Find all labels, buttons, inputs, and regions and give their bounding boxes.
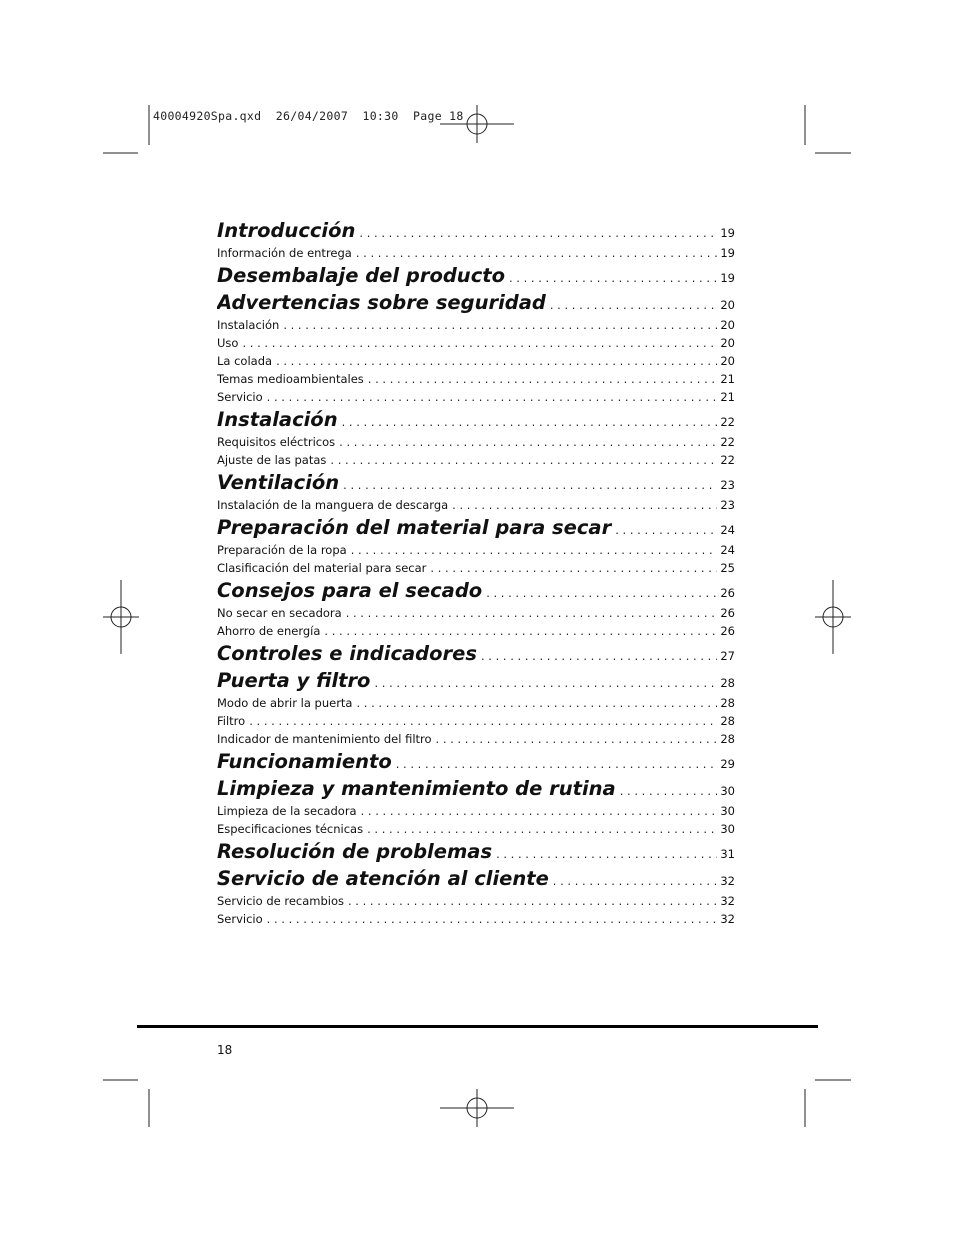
toc-section-title: Servicio de atención al cliente (217, 867, 549, 890)
dot-leader (267, 390, 718, 404)
toc-page-number: 25 (720, 561, 735, 575)
toc-page-number: 23 (720, 478, 735, 492)
toc-subsection-entry[interactable] (217, 246, 735, 264)
dot-leader (324, 624, 717, 638)
toc-section-title: Advertencias sobre seguridad (217, 291, 546, 314)
toc-subsection-entry[interactable] (217, 543, 735, 561)
toc-subsection-title: Clasificación del material para secar (217, 561, 427, 575)
toc-section-entry[interactable] (217, 642, 735, 669)
dot-leader (343, 478, 717, 492)
toc-page-number: 32 (720, 874, 735, 888)
toc-subsection-title: La colada (217, 354, 273, 368)
toc-subsection-entry[interactable] (217, 354, 735, 372)
toc-section-title: Ventilación (217, 471, 340, 494)
dot-leader (249, 714, 717, 728)
toc-subsection-entry[interactable] (217, 804, 735, 822)
registration-mark-bottom (440, 1089, 514, 1127)
dot-leader (330, 453, 717, 467)
toc-section-entry[interactable] (217, 219, 735, 246)
toc-subsection-entry[interactable] (217, 822, 735, 840)
dot-leader (496, 847, 717, 861)
toc-subsection-entry[interactable] (217, 606, 735, 624)
registration-mark-right (815, 580, 851, 654)
toc-subsection-title: Uso (217, 336, 239, 350)
toc-section-title: Instalación (217, 408, 338, 431)
toc-page-number: 28 (720, 696, 735, 710)
footer-rule (137, 1025, 818, 1028)
dot-leader (356, 696, 717, 710)
toc-section-entry[interactable] (217, 867, 735, 894)
toc-subsection-title: Servicio (217, 390, 263, 404)
toc-section-title: Limpieza y mantenimiento de rutina (217, 777, 616, 800)
toc-subsection-entry[interactable] (217, 912, 735, 930)
toc-page-number: 26 (720, 624, 735, 638)
dot-leader (368, 372, 718, 386)
toc-section-entry[interactable] (217, 471, 735, 498)
dot-leader (242, 336, 717, 350)
toc-subsection-entry[interactable] (217, 624, 735, 642)
dot-leader (481, 649, 717, 663)
toc-subsection-title: Ahorro de energía (217, 624, 321, 638)
toc-section-title: Desembalaje del producto (217, 264, 505, 287)
toc-page-number: 30 (720, 822, 735, 836)
toc-page-number: 28 (720, 732, 735, 746)
toc-section-entry[interactable] (217, 840, 735, 867)
toc-section-title: Controles e indicadores (217, 642, 477, 665)
toc-page-number: 23 (720, 498, 735, 512)
toc-page-number: 20 (720, 354, 735, 368)
registration-mark-left (103, 580, 139, 654)
toc-subsection-entry[interactable] (217, 318, 735, 336)
toc-subsection-title: Información de entrega (217, 246, 352, 260)
dot-leader (348, 894, 717, 908)
toc-subsection-entry[interactable] (217, 696, 735, 714)
toc-subsection-title: Servicio de recambios (217, 894, 344, 908)
dot-leader (339, 435, 717, 449)
toc-subsection-title: Servicio (217, 912, 263, 926)
dot-leader (436, 732, 718, 746)
toc-page-number: 31 (720, 847, 735, 861)
toc-subsection-title: Modo de abrir la puerta (217, 696, 353, 710)
page-number: 18 (217, 1043, 233, 1057)
toc-subsection-title: Instalación de la manguera de descarga (217, 498, 449, 512)
toc-page-number: 22 (720, 453, 735, 467)
toc-page-number: 24 (720, 523, 735, 537)
toc-subsection-entry[interactable] (217, 372, 735, 390)
toc-page-number: 27 (720, 649, 735, 663)
toc-page-number: 30 (720, 804, 735, 818)
toc-subsection-title: No secar en secadora (217, 606, 342, 620)
toc-page-number: 26 (720, 586, 735, 600)
toc-page-number: 26 (720, 606, 735, 620)
toc-subsection-title: Requisitos eléctricos (217, 435, 336, 449)
toc-subsection-entry[interactable] (217, 498, 735, 516)
toc-page-number: 20 (720, 336, 735, 350)
toc-subsection-entry[interactable] (217, 435, 735, 453)
toc-subsection-title: Temas medioambientales (217, 372, 364, 386)
toc-subsection-entry[interactable] (217, 732, 735, 750)
toc-section-entry[interactable] (217, 291, 735, 318)
toc-page-number: 20 (720, 318, 735, 332)
toc-section-entry[interactable] (217, 264, 735, 291)
toc-subsection-title: Limpieza de la secadora (217, 804, 357, 818)
toc-section-title: Funcionamiento (217, 750, 392, 773)
dot-leader (620, 784, 718, 798)
dot-leader (356, 246, 718, 260)
toc-page-number: 30 (720, 784, 735, 798)
toc-subsection-entry[interactable] (217, 894, 735, 912)
toc-subsection-title: Instalación (217, 318, 280, 332)
dot-leader (351, 543, 718, 557)
dot-leader (359, 226, 717, 240)
toc-page-number: 20 (720, 298, 735, 312)
dot-leader (550, 298, 717, 312)
toc-section-entry[interactable] (217, 579, 735, 606)
toc-section-title: Consejos para el secado (217, 579, 483, 602)
toc-section-title: Introducción (217, 219, 356, 242)
toc-subsection-title: Preparación de la ropa (217, 543, 347, 557)
table-of-contents (217, 219, 735, 930)
toc-page-number: 19 (720, 246, 735, 260)
toc-section-entry[interactable] (217, 777, 735, 804)
toc-page-number: 22 (720, 435, 735, 449)
toc-subsection-title: Filtro (217, 714, 246, 728)
toc-subsection-title: Ajuste de las patas (217, 453, 327, 467)
toc-page-number: 19 (720, 226, 735, 240)
toc-page-number: 32 (720, 894, 735, 908)
dot-leader (396, 757, 718, 771)
dot-leader (361, 804, 718, 818)
dot-leader (342, 415, 718, 429)
dot-leader (276, 354, 717, 368)
toc-section-entry[interactable] (217, 516, 735, 543)
toc-page-number: 28 (720, 676, 735, 690)
toc-subsection-entry[interactable] (217, 390, 735, 408)
toc-page-number: 22 (720, 415, 735, 429)
registration-mark-top (440, 105, 514, 143)
dot-leader (509, 271, 717, 285)
print-slug: 40004920Spa.qxd 26/04/2007 10:30 Page 18 (153, 109, 464, 123)
dot-leader (367, 822, 717, 836)
dot-leader (430, 561, 717, 575)
toc-page-number: 28 (720, 714, 735, 728)
toc-page-number: 24 (720, 543, 735, 557)
toc-page-number: 21 (720, 390, 735, 404)
toc-subsection-entry[interactable] (217, 453, 735, 471)
dot-leader (346, 606, 718, 620)
dot-leader (267, 912, 718, 926)
dot-leader (615, 523, 717, 537)
toc-page-number: 21 (720, 372, 735, 386)
toc-subsection-title: Especificaciones técnicas (217, 822, 364, 836)
toc-section-title: Resolución de problemas (217, 840, 493, 863)
dot-leader (283, 318, 717, 332)
toc-subsection-entry[interactable] (217, 336, 735, 354)
toc-subsection-entry[interactable] (217, 714, 735, 732)
toc-section-entry[interactable] (217, 750, 735, 777)
toc-section-entry[interactable] (217, 669, 735, 696)
toc-section-title: Preparación del material para secar (217, 516, 612, 539)
dot-leader (452, 498, 717, 512)
toc-page-number: 19 (720, 271, 735, 285)
toc-section-entry[interactable] (217, 408, 735, 435)
dot-leader (374, 676, 717, 690)
toc-page-number: 29 (720, 757, 735, 771)
dot-leader (553, 874, 718, 888)
toc-section-title: Puerta y filtro (217, 669, 371, 692)
toc-subsection-entry[interactable] (217, 561, 735, 579)
toc-page-number: 32 (720, 912, 735, 926)
toc-subsection-title: Indicador de mantenimiento del filtro (217, 732, 432, 746)
dot-leader (486, 586, 717, 600)
